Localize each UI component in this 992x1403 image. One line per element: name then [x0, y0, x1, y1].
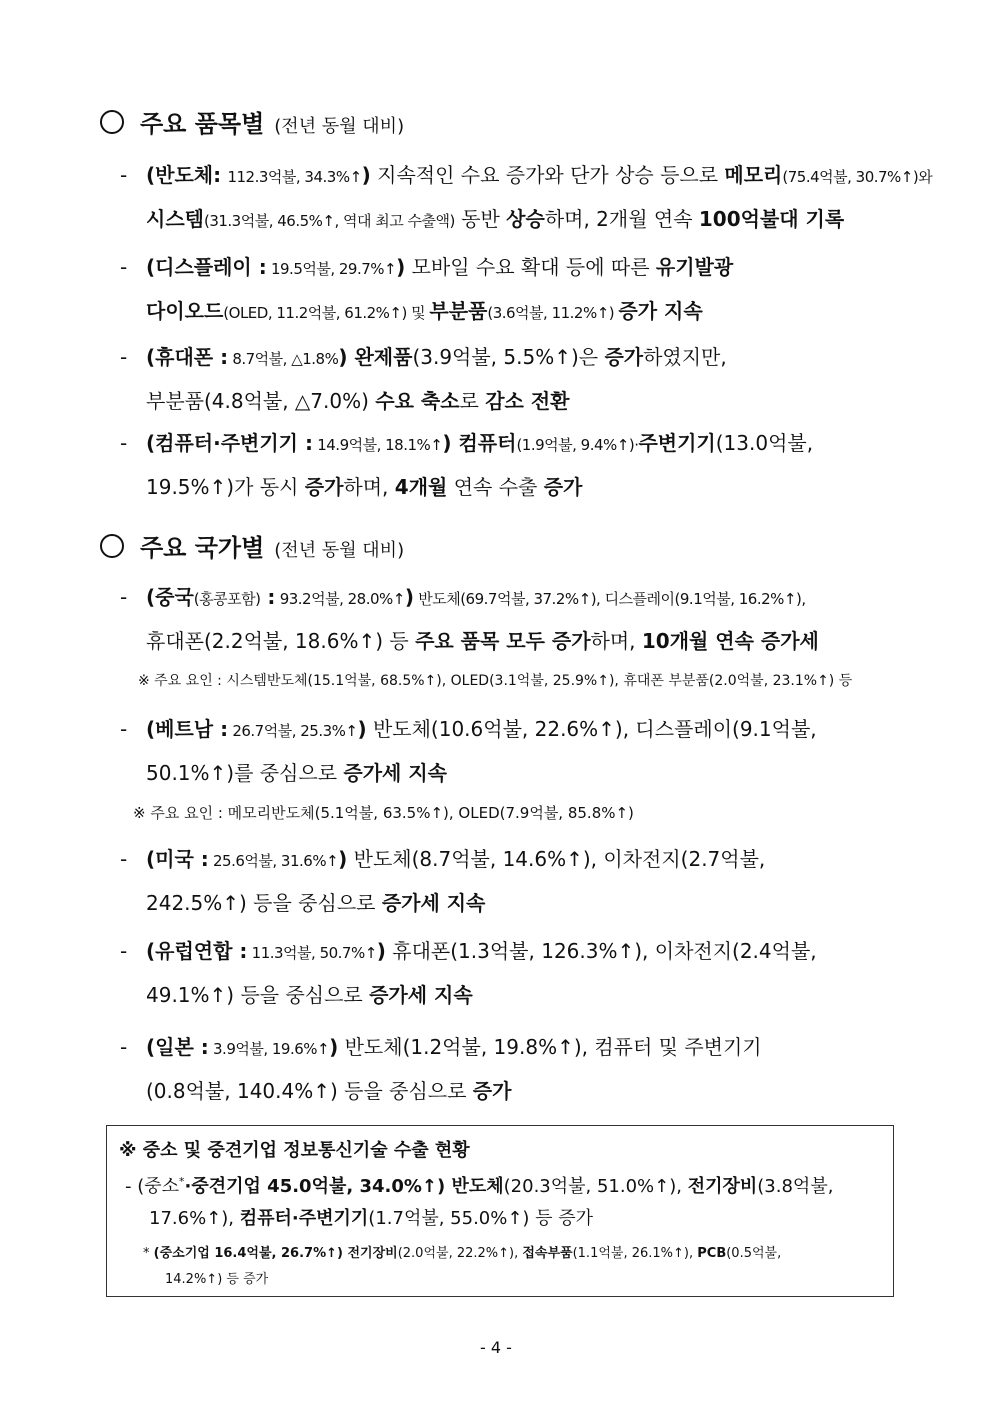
item-text-bold: 증가: [543, 475, 583, 499]
item-head: (베트남 :: [146, 717, 229, 741]
item-head-colon: :: [260, 585, 276, 609]
item-head-value: 3.9억불, 19.6%↑: [208, 1040, 330, 1058]
item-text-bold: 다이오드: [146, 299, 224, 323]
item-text: 모바일 수요 확대 등에 따른: [405, 255, 656, 279]
footnote-marker: *: [143, 1246, 154, 1261]
box-title: ※ 중소 및 중견기업 정보통신기술 수출 현황: [119, 1140, 470, 1161]
box-footnote-1: [143, 1242, 781, 1261]
item-head: (유럽연합 :: [146, 939, 248, 963]
item-text-bold: 증가세 지속: [343, 761, 447, 785]
section-title: 주요 품목별: [140, 110, 265, 138]
item-head-value: 11.3억불, 50.7%↑: [247, 944, 377, 962]
item-text-bold: 상승: [506, 207, 545, 231]
box-text: (0.5억불,: [726, 1246, 782, 1261]
item-head: (컴퓨터·주변기기 :: [146, 431, 313, 455]
item-text: 50.1%↑)를 중심으로: [146, 761, 344, 785]
list-item-display: - (디스플레이 : 19.5억불, 29.7%↑) 모바일 수요 확대 등에 따른 유기발광 다이오드(OLED, 11.2억불, 61.2%↑) 및 부분품(3.6억불, 11.2%↑) 증가 지속: [120, 255, 734, 323]
list-item-vietnam: - (베트남 : 26.7억불, 25.3%↑) 반도체(10.6억불, 22.6%↑), 디스플레이(9.1억불, 50.1%↑)를 중심으로 증가세 지속: [120, 717, 817, 785]
item-text-small: (75.4억불, 30.7%↑)와: [782, 168, 933, 186]
section-subtitle: (전년 동월 대비): [274, 116, 405, 137]
item-head-value: 25.6억불, 31.6%↑: [208, 852, 339, 870]
item-text-bold: 증가: [472, 1079, 512, 1103]
item-head-value: 8.7억불, △1.8%: [228, 350, 339, 368]
item-text-bold: 수요 축소: [375, 389, 460, 413]
item-text-bold: 증가세 지속: [369, 983, 473, 1007]
item-text: 로: [459, 389, 486, 413]
item-text-bold: 4개월: [394, 475, 448, 499]
item-text: 부분품(4.8억불, △7.0%): [146, 389, 376, 413]
box-text: (2.0억불, 22.2%↑),: [397, 1246, 523, 1261]
box-text-bold: 컴퓨터·주변기기: [239, 1208, 369, 1229]
box-row-2: [149, 1204, 593, 1230]
item-text: 49.1%↑) 등을 중심으로: [146, 983, 370, 1007]
item-text-bold: 유기발광: [655, 255, 734, 279]
list-item-usa: - (미국 : 25.6억불, 31.6%↑) 반도체(8.7억불, 14.6%↑), 이차전지(2.7억불, 242.5%↑) 등을 중심으로 증가세 지속: [120, 847, 766, 915]
box-text: (1.1억불, 26.1%↑),: [572, 1246, 698, 1261]
item-text-bold: 100억불대 기록: [698, 207, 845, 231]
item-text: 반도체(1.2억불, 19.8%↑), 컴퓨터 및 주변기기: [338, 1035, 762, 1059]
item-head-end: ): [329, 1035, 339, 1059]
section-title: 주요 국가별: [140, 534, 265, 562]
item-text: 242.5%↑) 등을 중심으로: [146, 891, 382, 915]
item-head-value: 112.3억불, 34.3%↑: [227, 168, 362, 186]
item-head-value: 93.2억불, 28.0%↑: [275, 590, 405, 608]
item-text: (3.9억불, 5.5%↑)은: [412, 345, 605, 369]
item-head-end: ): [396, 255, 406, 279]
list-item-china: - (중국(홍콩포함) : 93.2억불, 28.0%↑) 반도체(69.7억불, 37.2%↑), 디스플레이(9.1억불, 16.2%↑), 휴대폰(2.2억불, 18.6%↑) 등 주요 품목 모두 증가하며, 10개월 연속 증가세: [120, 585, 819, 653]
item-head-end: ): [361, 163, 371, 187]
box-text-bold: ·중견기업 45.0억불, 34.0%↑): [184, 1176, 446, 1197]
item-head-end: ): [357, 717, 367, 741]
item-text: (0.8억불, 140.4%↑) 등을 중심으로: [146, 1079, 473, 1103]
box-text-bold: 전기장비: [342, 1246, 398, 1261]
box-text-bold: 반도체: [445, 1176, 504, 1197]
item-text-bold: 10개월 연속 증가세: [641, 629, 819, 653]
box-text: (20.3억불, 51.0%↑),: [503, 1176, 688, 1197]
list-item-japan: - (일본 : 3.9억불, 19.6%↑) 반도체(1.2억불, 19.8%↑), 컴퓨터 및 주변기기 (0.8억불, 140.4%↑) 등을 중심으로 증가: [120, 1035, 762, 1103]
item-text-bold: 메모리: [724, 163, 783, 187]
box-text-bold: 전기장비: [687, 1176, 758, 1197]
box-text: (1.7억불, 55.0%↑) 등 증가: [368, 1208, 594, 1229]
box-footnote-2: 14.2%↑) 등 증가: [165, 1272, 269, 1287]
item-text: 하였지만,: [643, 345, 727, 369]
box-text-bold: (중소기업 16.4억불, 26.7%↑): [153, 1246, 343, 1261]
item-text-bold: 주변기기: [638, 431, 716, 455]
item-text-bold: 증가: [304, 475, 344, 499]
item-head-value: 14.9억불, 18.1%↑: [312, 436, 443, 454]
item-head: (중국: [146, 585, 194, 609]
item-head-end: ): [376, 939, 386, 963]
item-head-note: (홍콩포함): [193, 590, 261, 608]
page-number: - 4 -: [480, 1338, 512, 1357]
box-text-bold: 접속부품: [522, 1246, 573, 1261]
item-text-bold: 주요 품목 모두 증가: [415, 629, 591, 653]
item-text-small: 반도체(69.7억불, 37.2%↑), 디스플레이(9.1억불, 16.2%↑),: [413, 590, 806, 608]
circle-bullet-icon: [100, 534, 124, 558]
item-text-bold: 부분품: [429, 299, 488, 323]
item-text-bold: 시스템: [146, 207, 204, 231]
item-head-end: ): [404, 585, 414, 609]
item-head: (디스플레이 :: [146, 255, 267, 279]
item-text: 연속 수출: [447, 475, 544, 499]
box-text-bold: PCB: [697, 1246, 727, 1261]
item-text-bold: 완제품: [347, 345, 413, 369]
item-head-end: ): [338, 345, 348, 369]
item-head-end: ): [442, 431, 452, 455]
item-text: 휴대폰(1.3억불, 126.3%↑), 이차전지(2.4억불,: [385, 939, 817, 963]
note-vietnam: ※ 주요 요인 : 메모리반도체(5.1억불, 63.5%↑), OLED(7.9억불, 85.8%↑): [133, 804, 634, 822]
box-text: 17.6%↑),: [149, 1208, 240, 1229]
item-head-value: 26.7억불, 25.3%↑: [228, 722, 358, 740]
box-text: (3.8억불,: [757, 1176, 834, 1197]
item-head-end: ): [338, 847, 348, 871]
list-item-computer: - (컴퓨터·주변기기 : 14.9억불, 18.1%↑) 컴퓨터(1.9억불, 9.4%↑)·주변기기(13.0억불, 19.5%↑)가 동시 증가하며, 4개월 연속 수출 증가: [120, 431, 814, 499]
item-text: 19.5%↑)가 동시: [146, 475, 305, 499]
circle-bullet-icon: [100, 110, 124, 134]
section-heading-items: [100, 104, 404, 139]
note-china: ※ 주요 요인 : 시스템반도체(15.1억불, 68.5%↑), OLED(3.1억불, 25.9%↑), 휴대폰 부분품(2.0억불, 23.1%↑) 등: [138, 673, 853, 689]
item-text-bold: 증가: [604, 345, 644, 369]
list-item-phone: - (휴대폰 : 8.7억불, △1.8%) 완제품(3.9억불, 5.5%↑)은 증가하였지만, 부분품(4.8억불, △7.0%) 수요 축소로 감소 전환: [120, 345, 727, 413]
item-head: (미국 :: [146, 847, 209, 871]
item-text-bold: 컴퓨터: [451, 431, 517, 455]
sme-info-box: [106, 1125, 894, 1297]
item-head-value: 19.5억불, 29.7%↑: [266, 260, 397, 278]
item-head: (반도체:: [146, 163, 222, 187]
item-text-bold: 증가 지속: [618, 299, 703, 323]
footnote-marker: *: [179, 1175, 185, 1188]
item-text: 하며,: [590, 629, 642, 653]
section-heading-countries: [100, 528, 404, 563]
item-text-small: (31.3억불, 46.5%↑, 역대 최고 수출액): [203, 212, 455, 230]
item-text: 반도체(8.7억불, 14.6%↑), 이차전지(2.7억불,: [347, 847, 766, 871]
item-text: (13.0억불,: [715, 431, 814, 455]
item-head: (일본 :: [146, 1035, 209, 1059]
item-text: 동반: [454, 207, 507, 231]
item-text-bold: 감소 전환: [485, 389, 570, 413]
item-text-bold: 증가세 지속: [381, 891, 486, 915]
item-text: 하며,: [343, 475, 395, 499]
item-text: 하며, 2개월 연속: [544, 207, 699, 231]
list-item-semiconductor: - (반도체: 112.3억불, 34.3%↑) 지속적인 수요 증가와 단가 상승 등으로 메모리(75.4억불, 30.7%↑)와 시스템(31.3억불, 46.5%↑, 역대 최고 수출액) 동반 상승하며, 2개월 연속 100억불대 기록: [120, 163, 933, 231]
list-item-eu: - (유럽연합 : 11.3억불, 50.7%↑) 휴대폰(1.3억불, 126.3%↑), 이차전지(2.4억불, 49.1%↑) 등을 중심으로 증가세 지속: [120, 939, 817, 1007]
box-row-1: [125, 1172, 833, 1198]
item-text: 반도체(10.6억불, 22.6%↑), 디스플레이(9.1억불,: [366, 717, 817, 741]
item-text-small: (OLED, 11.2억불, 61.2%↑) 및: [223, 304, 430, 322]
item-text-small: (3.6억불, 11.2%↑): [487, 304, 619, 322]
item-head: (휴대폰 :: [146, 345, 229, 369]
box-text: - (중소: [125, 1176, 180, 1197]
item-text-small: (1.9억불, 9.4%↑)·: [516, 436, 639, 454]
item-text: 휴대폰(2.2억불, 18.6%↑) 등: [146, 629, 416, 653]
section-subtitle: (전년 동월 대비): [274, 540, 405, 561]
item-text: 지속적인 수요 증가와 단가 상승 등으로: [370, 163, 725, 187]
